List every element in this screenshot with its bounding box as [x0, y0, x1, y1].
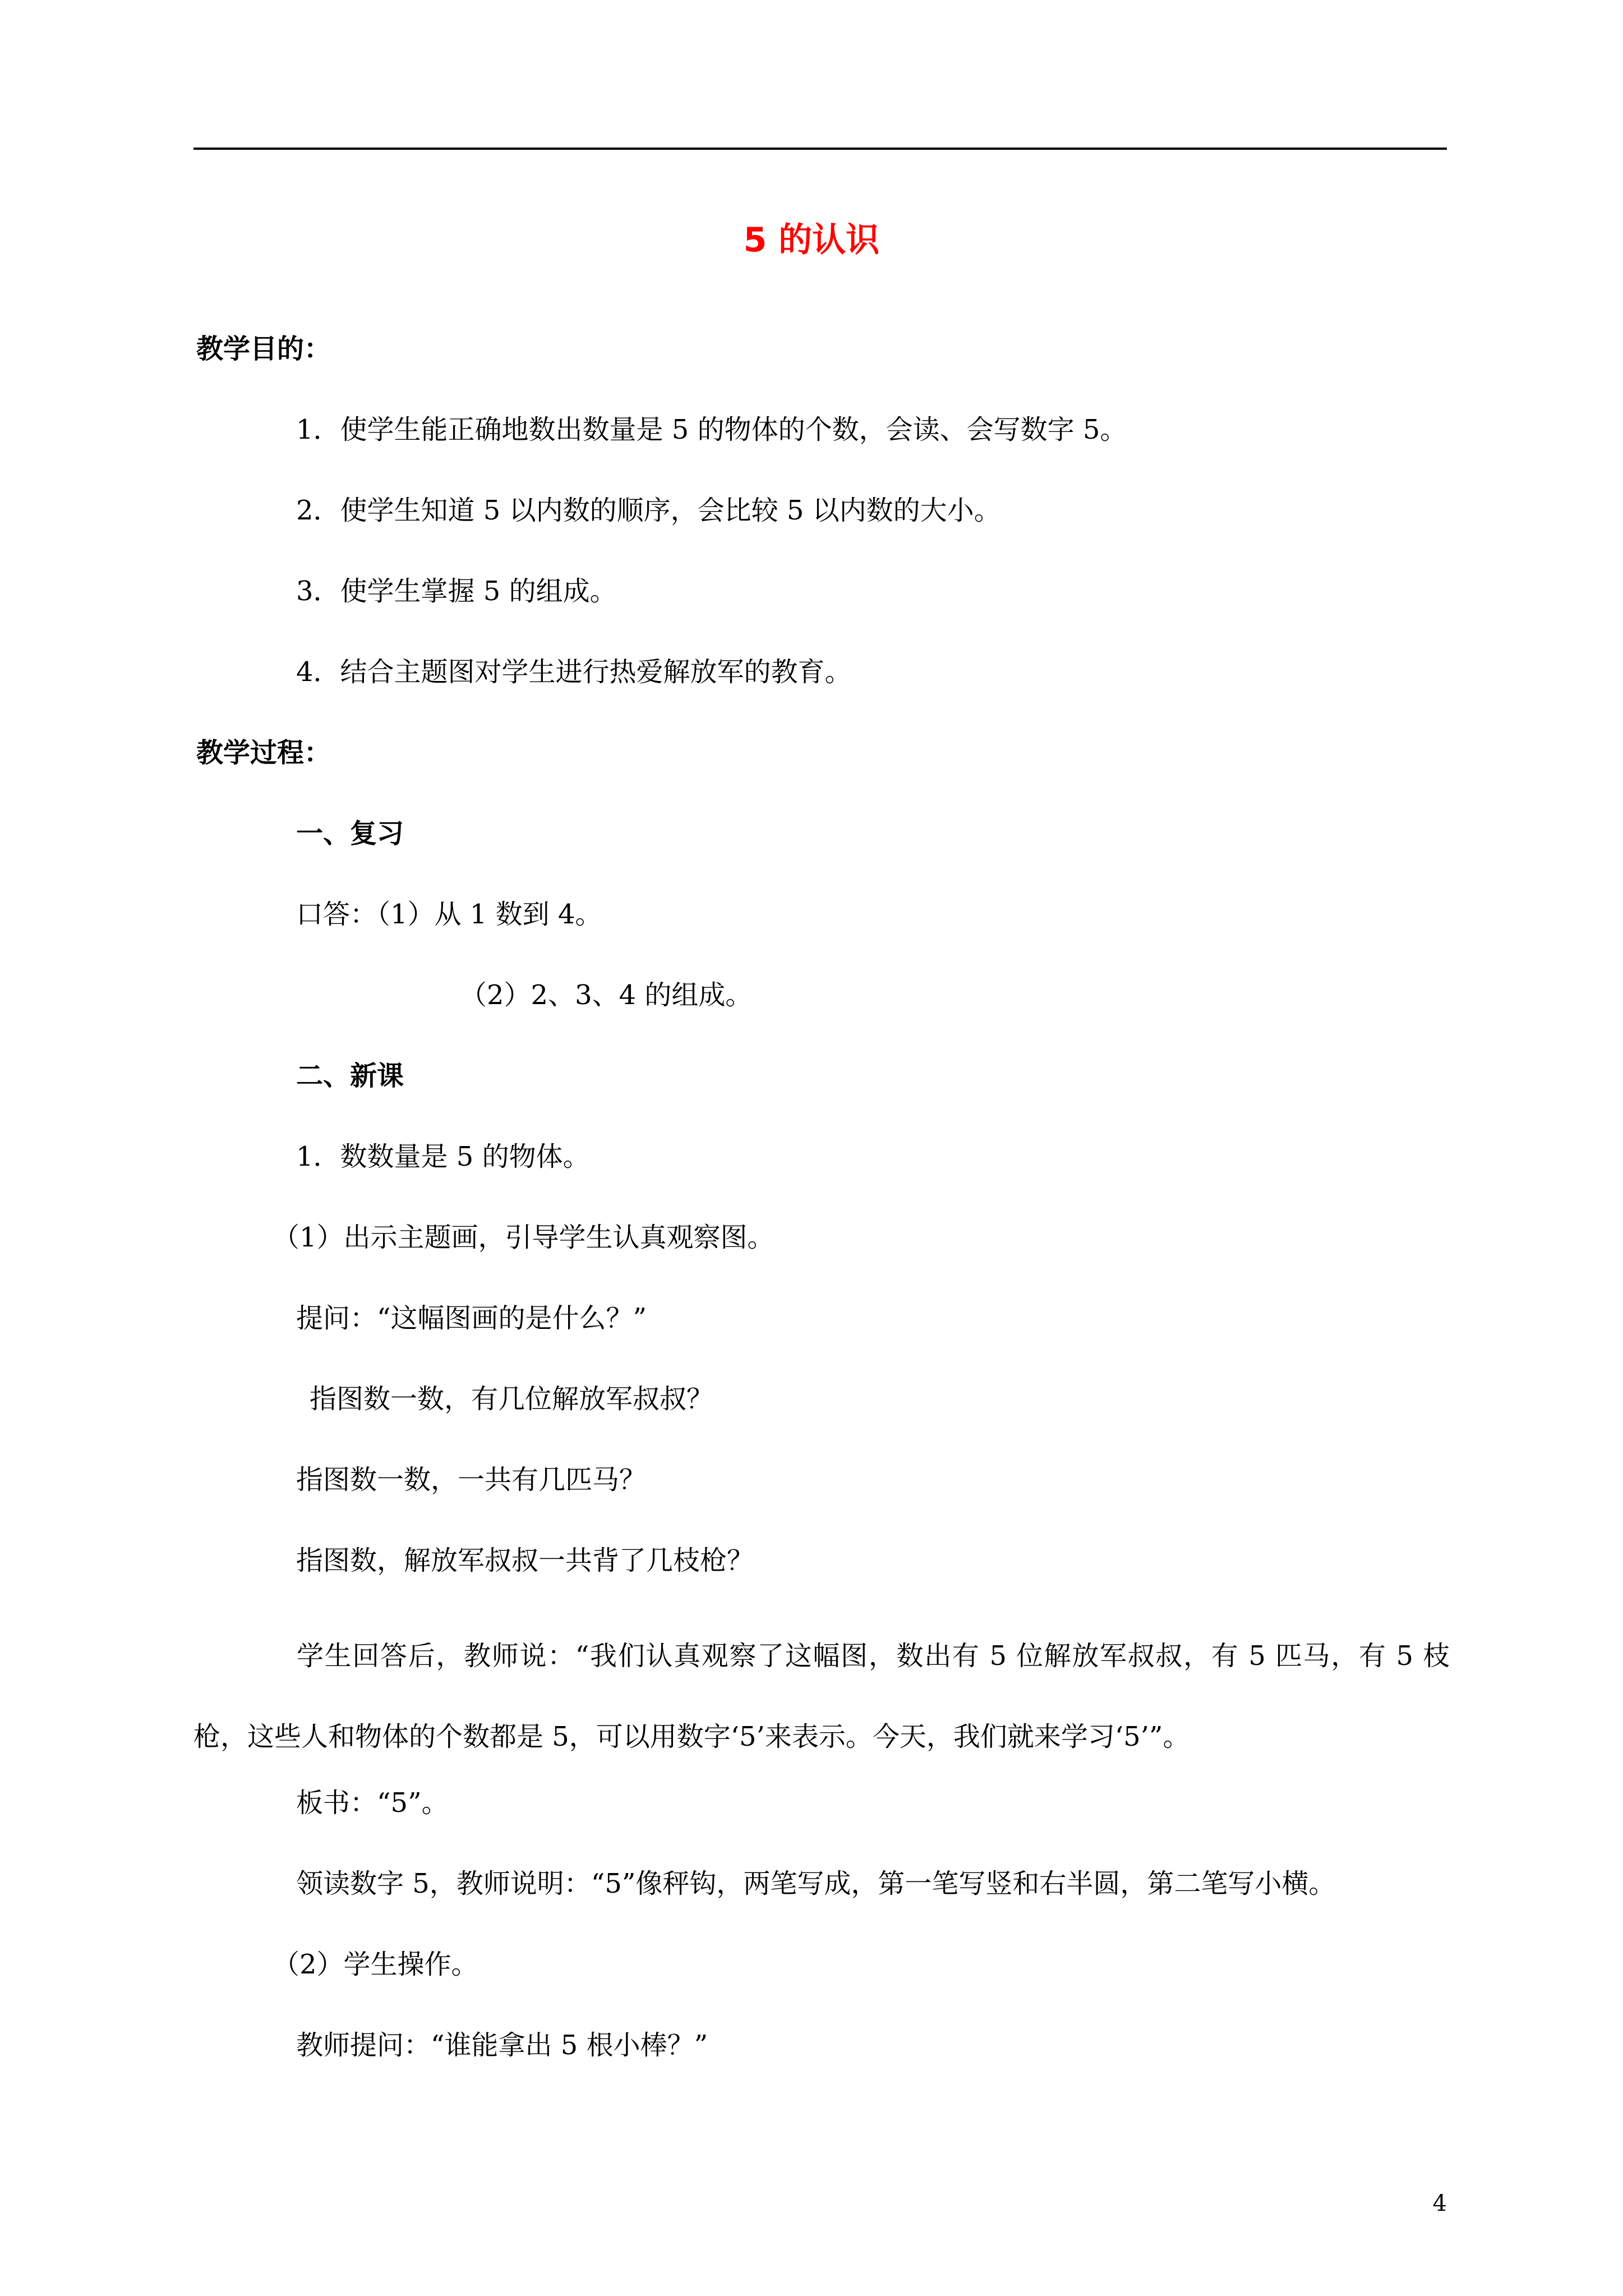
review-heading: 一、复习	[296, 818, 404, 849]
teacher-explanation: 学生回答后，教师说：“我们认真观察了这幅图，数出有 5 位解放军叔叔，有 5 匹马，有 5 枝枪，这些人和物体的个数都是 5，可以用数字‘5’来表示。今天，我们就来学习‘5’”。	[193, 1640, 1450, 1752]
lesson-question: 指图数，解放军叔叔一共背了几枝枪？	[296, 1545, 754, 1576]
teacher-question: 教师提问：“谁能拿出 5 根小棒？”	[296, 2030, 708, 2061]
header-rule	[193, 148, 1447, 150]
new-lesson-heading: 二、新课	[296, 1060, 404, 1092]
page-title: 5 的认识	[743, 220, 880, 260]
lesson-step: 1．数数量是 5 的物体。	[296, 1141, 590, 1172]
reading-instruction: 领读数字 5，教师说明：“5”像秤钩，两笔写成，第一笔写竖和右半圆，第二笔写小横。	[296, 1868, 1336, 1899]
objective-item: 3．使学生掌握 5 的组成。	[296, 576, 617, 607]
lesson-question: 提问：“这幅图画的是什么？”	[296, 1303, 647, 1334]
process-heading: 教学过程：	[196, 737, 331, 769]
lesson-substep: （1）出示主题画，引导学生认真观察图。	[273, 1222, 774, 1253]
lesson-question: 指图数一数，一共有几匹马？	[296, 1464, 647, 1496]
lesson-substep: （2）学生操作。	[273, 1949, 478, 1980]
objective-item: 4．结合主题图对学生进行热爱解放军的教育。	[296, 656, 852, 688]
lesson-question: 指图数一数，有几位解放军叔叔？	[310, 1383, 714, 1415]
board-writing: 板书：“5”。	[296, 1787, 449, 1819]
objective-item: 2．使学生知道 5 以内数的顺序，会比较 5 以内数的大小。	[296, 495, 1001, 526]
objective-item: 1．使学生能正确地数出数量是 5 的物体的个数，会读、会写数字 5。	[296, 414, 1127, 445]
objectives-heading: 教学目的：	[196, 333, 331, 365]
page-number: 4	[1432, 2191, 1447, 2216]
review-question: （2）2、3、4 的组成。	[460, 979, 753, 1011]
review-question: 口答：（1）从 1 数到 4。	[296, 899, 602, 930]
